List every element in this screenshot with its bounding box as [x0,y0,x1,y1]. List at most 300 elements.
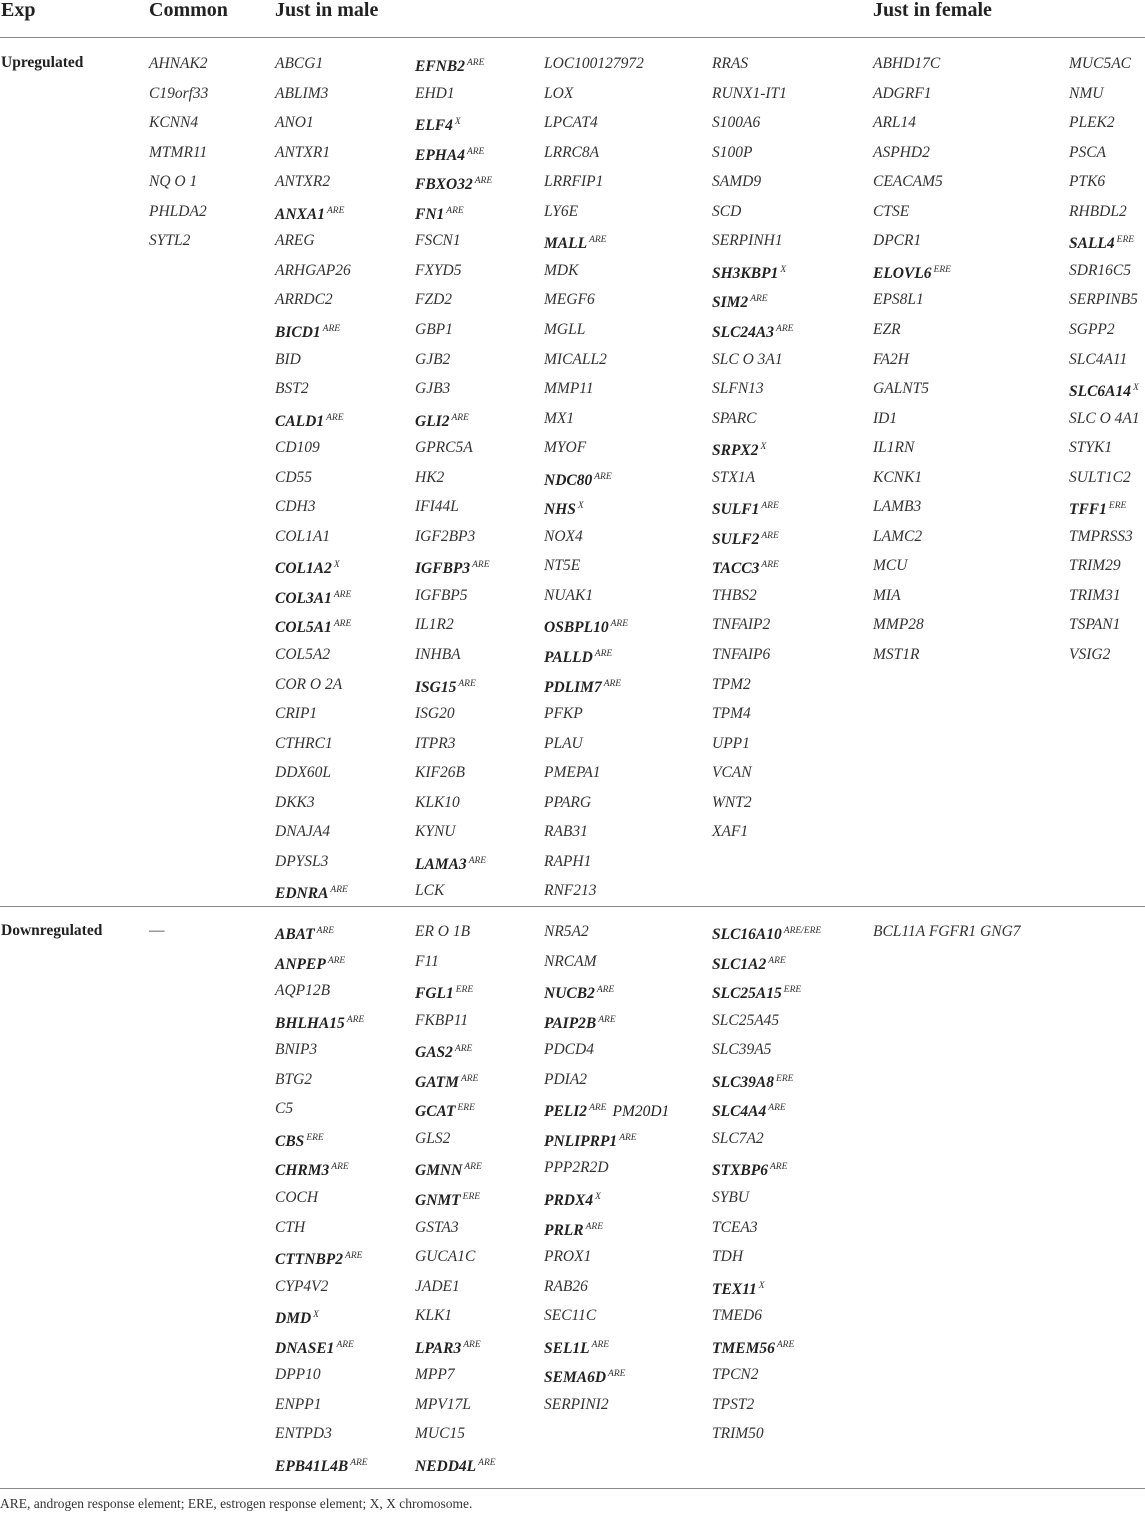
response-element-tag: ERE [455,985,474,996]
gene-symbol: TACC3 [712,560,760,578]
gene-cell [1069,345,1127,375]
gene-cell [544,167,603,197]
gene-cell [275,404,344,434]
gene-cell [275,79,328,109]
response-element-tag: ARE [346,1014,365,1025]
gene-symbol: PFKP [544,705,583,723]
gene-symbol: ASPHD2 [873,143,930,161]
gene-symbol: PRDX4 [544,1191,594,1209]
response-element-tag: ARE [316,926,335,936]
gene-symbol: GATM [415,1073,459,1091]
gene-symbol: SIM2 [712,294,749,312]
gene-symbol: NT5E [544,557,581,575]
gene-cell [415,1035,472,1065]
gene-symbol: PDLIM7 [544,678,602,696]
gene-cell [275,433,320,463]
gene-symbol: KYNU [415,823,456,841]
gene-symbol: S100P [712,143,753,161]
gene-symbol: RHBDL2 [1069,202,1127,220]
gene-cell [275,256,351,286]
response-element-tag: ARE [750,294,768,305]
response-element-tag: ARE [454,1044,473,1055]
gene-cell [544,917,589,947]
response-element-tag: ERE [783,985,802,996]
gene-symbol: MIA [873,586,901,604]
gene-cell [275,1183,318,1213]
gene-cell [415,581,468,611]
gene-cell [275,285,333,315]
gene-cell [712,610,770,640]
gene-cell [1069,463,1131,493]
gene-cell [712,1272,765,1302]
gene-cell [712,315,793,345]
gene-cell [415,404,469,434]
gene-cell [415,1006,468,1036]
gene-symbol: GJB3 [415,380,451,398]
gene-cell [544,1242,591,1272]
gene-cell [544,138,599,168]
gene-symbol: MUC15 [415,1425,465,1443]
response-element-tag: ARE [768,1103,786,1114]
gene-symbol: SLC4A4 [712,1103,767,1121]
gene-cell [415,256,462,286]
gene-symbol: CEACAM5 [873,173,943,191]
gene-symbol: TPM4 [712,705,751,723]
gene-cell [544,729,583,759]
gene-cell [415,1301,452,1331]
gene-cell [1069,138,1106,168]
gene-cell [712,976,801,1006]
gene-cell [712,1124,764,1154]
gene-symbol: PLAU [544,734,583,752]
gene-symbol: TPM2 [712,675,751,693]
gene-cell [873,404,897,434]
gene-cell [712,226,783,256]
gene-symbol: NDC80 [544,471,593,489]
gene-symbol: CTSE [873,202,910,220]
gene-symbol: BID [275,350,301,368]
gene-cell [712,1035,771,1065]
gene-cell [712,1006,779,1036]
gene-symbol: DPYSL3 [275,852,329,870]
response-element-tag: ARE [761,501,779,512]
gene-symbol: GALNT5 [873,380,929,398]
gene-cell [544,522,583,552]
gene-cell [873,167,943,197]
gene-cell [544,374,594,404]
gene-symbol: SLC7A2 [712,1129,764,1147]
gene-cell [1069,226,1134,256]
gene-cell [275,817,330,847]
gene-cell [415,1242,475,1272]
gene-cell [275,315,340,345]
gene-cell [544,1213,603,1243]
response-element-tag: ARE [466,146,485,157]
response-element-tag: ARE [327,955,346,966]
gene-symbol: INHBA [415,646,461,663]
gene-cell [275,610,351,640]
response-element-tag: ARE [460,1073,479,1084]
gene-symbol: MICALL2 [544,350,607,368]
gene-symbol: LAMA3 [415,855,467,873]
gene-symbol: LOC100127972 [544,55,644,72]
response-element-tag: ERE [457,1103,475,1114]
gene-symbol: SLC25A15 [712,985,782,1003]
gene-cell [873,433,914,463]
gene-cell [873,374,929,404]
response-element-tag: ARE [594,649,613,659]
response-element-tag: ARE [478,1457,496,1468]
gene-cell [415,345,450,375]
gene-cell [544,1272,588,1302]
gene-cell [712,522,779,552]
gene-symbol: ANPEP [275,955,326,973]
gene-symbol: VCAN [712,764,752,782]
gene-symbol: LRRFIP1 [544,173,604,191]
table-footnote: ARE, androgen response element; ERE, estrogen response element; X, X chromosome. [0,1496,473,1511]
response-element-tag: ERE [933,264,951,275]
gene-symbol: KLK1 [415,1307,453,1325]
gene-symbol: SCD [712,202,742,220]
gene-symbol: TNFAIP2 [712,616,771,634]
downregulated-common-empty: — [149,922,165,939]
gene-cell [544,976,614,1006]
gene-cell [712,1331,794,1361]
common-gene-cell: KCNN4 [149,114,199,132]
response-element-tag: ARE [336,1339,354,1350]
gene-symbol: AQP12B [275,982,331,1000]
response-element-tag: ARE [451,412,469,423]
gene-symbol: FN1 [415,205,445,223]
gene-cell [544,315,585,345]
gene-cell [275,345,301,375]
gene-symbol: SULF2 [712,530,760,548]
response-element-tag: X [313,1310,319,1321]
gene-cell [275,1124,324,1154]
gene-cell [415,79,455,109]
gene-cell [544,1153,609,1183]
gene-cell [1069,49,1131,79]
gene-cell [712,581,757,611]
gene-symbol: SERPINB5 [1069,291,1138,309]
gene-symbol: MX1 [544,409,575,427]
response-element-tag: ARE [776,1339,795,1350]
gene-symbol: NOX4 [544,527,583,545]
gene-cell [544,581,593,611]
gene-cell [873,463,922,493]
gene-symbol: IGF2BP3 [415,527,476,545]
gene-cell [712,49,748,79]
gene-symbol: MYOF [544,439,587,457]
gene-cell [275,463,312,493]
gene-cell [873,551,907,581]
gene-cell [544,817,588,847]
gene-cell [712,1360,759,1390]
gene-symbol: LY6E [544,202,579,220]
gene-symbol: CD55 [275,468,313,486]
gene-symbol: IGFBP3 [415,560,471,578]
gene-symbol: DPCR1 [873,232,922,250]
gene-cell [275,1449,368,1479]
gene-symbol: WNT2 [712,793,752,811]
gene-cell [415,433,473,463]
gene-cell [712,1183,749,1213]
gene-symbol: EHD1 [415,84,455,102]
gene-cell [712,138,752,168]
gene-symbol: LCK [415,882,445,900]
gene-symbol: TRIM29 [1069,557,1121,575]
gene-cell [415,670,476,700]
gene-symbol: ER O 1B [415,923,471,940]
gene-cell [275,788,315,818]
gene-cell [275,138,330,168]
gene-symbol: FGL1 [415,985,454,1003]
gene-symbol: MEGF6 [544,291,595,309]
gene-symbol: MMP11 [544,380,594,398]
gene-symbol: NR5A2 [544,923,589,940]
gene-cell [415,315,453,345]
response-element-tag: ARE [330,885,348,896]
gene-symbol: TPST2 [712,1395,755,1413]
gene-symbol: SLFN13 [712,380,764,398]
gene-cell [1069,522,1133,552]
gene-symbol: MMP28 [873,616,924,634]
gene-cell [873,79,932,109]
gene-cell [415,1183,480,1213]
gene-symbol: ELOVL6 [873,264,932,282]
gene-symbol: SLC1A2 [712,955,767,973]
response-element-tag: X [780,264,787,275]
gene-symbol: COL5A2 [275,646,331,663]
gene-symbol: FSCN1 [415,232,461,250]
response-element-tag: ARE [761,560,779,571]
gene-cell [544,1094,669,1124]
gene-symbol: LRRC8A [544,143,600,161]
gene-cell [1069,640,1110,670]
gene-cell [544,847,591,877]
gene-symbol: GJB2 [415,350,451,368]
gene-cell [544,463,612,493]
gene-symbol: FA2H [873,350,909,368]
common-gene-cell: PHLDA2 [149,202,207,220]
gene-symbol: MST1R [873,646,920,663]
response-element-tag: ARE [596,985,615,996]
gene-symbol: EPS8L1 [873,291,924,309]
gene-cell [544,404,574,434]
gene-symbol: JADE1 [415,1277,460,1295]
gene-symbol: NUCB2 [544,985,595,1003]
gene-symbol: ARL14 [873,114,917,132]
gene-symbol: PSCA [1069,143,1107,161]
gene-cell [275,167,330,197]
gene-cell [415,522,475,552]
gene-symbol: MGLL [544,320,586,338]
gene-cell [275,758,331,788]
gene-cell [544,345,607,375]
gene-symbol: IL1R2 [415,616,454,634]
gene-symbol: ANXA1 [275,205,325,223]
response-element-tag: ARE [333,589,352,600]
gene-cell [275,1065,312,1095]
gene-symbol: ENPP1 [275,1395,322,1413]
gene-cell [544,610,628,640]
gene-cell [712,492,779,522]
gene-cell [415,1094,475,1124]
gene-cell [275,1242,362,1272]
gene-symbol: TDH [712,1248,744,1266]
gene-symbol: TRIM31 [1069,586,1121,604]
gene-symbol: NUAK1 [544,586,594,604]
common-gene-cell: MTMR11 [149,143,208,161]
gene-cell [544,640,612,670]
gene-symbol: SEMA6D [544,1369,607,1387]
gene-cell [275,581,351,611]
gene-symbol: GLS2 [415,1129,451,1147]
gene-symbol: SLC39A5 [712,1041,772,1059]
gene-cell [544,492,584,522]
gene-symbol: XAF1 [712,823,749,841]
gene-cell [873,610,924,640]
gene-cell [415,947,439,977]
gene-cell [1069,581,1121,611]
gene-cell [1069,167,1105,197]
gene-symbol: PNLIPRP1 [544,1132,618,1150]
gene-cell [544,1035,594,1065]
response-element-tag: ARE [761,530,779,541]
gene-cell [275,729,333,759]
gene-symbol: ISG20 [415,705,455,723]
gene-cell [873,108,916,138]
gene-cell [275,49,323,79]
gene-symbol: SALL4 [1069,235,1115,253]
gene-symbol-extra: PM20D1 [612,1103,670,1121]
gene-cell [1069,492,1126,522]
gene-symbol: PROX1 [544,1248,592,1266]
gene-cell [712,1153,787,1183]
gene-symbol: CTHRC1 [275,734,333,752]
gene-cell [275,917,334,947]
gene-cell [1069,79,1103,109]
common-gene-cell: AHNAK2 [149,55,208,72]
gene-cell [415,610,454,640]
gene-cell [712,463,755,493]
gene-cell [544,49,644,79]
gene-symbol: CTH [275,1218,306,1236]
gene-cell [873,138,930,168]
gene-cell [415,729,455,759]
gene-cell [275,1331,354,1361]
response-element-tag: ARE [594,471,612,482]
gene-symbol: SLC16A10 [712,926,782,943]
gene-symbol: STX1A [712,468,756,486]
gene-cell [712,699,751,729]
gene-cell [275,522,330,552]
gene-symbol: PPARG [544,793,592,811]
response-element-tag: ARE [466,58,485,68]
gene-symbol: ABLIM3 [275,84,329,102]
gene-cell [415,167,492,197]
header-just-in-male: Just in male [275,0,379,21]
gene-cell [415,1360,455,1390]
gene-symbol: ABCG1 [275,55,324,72]
gene-symbol: NRCAM [544,952,597,970]
gene-symbol: S100A6 [712,114,761,132]
gene-symbol: SRPX2 [712,442,759,460]
gene-symbol: BTG2 [275,1070,313,1088]
gene-symbol: LPAR3 [415,1339,462,1357]
response-element-tag: ARE [603,678,622,689]
gene-symbol: EPHA4 [415,146,465,164]
gene-symbol: ELF4 [415,117,453,135]
gene-symbol: GLI2 [415,412,450,430]
gene-symbol: RRAS [712,55,749,72]
response-element-tag: ARE [589,1103,607,1114]
gene-symbol: NMU [1069,84,1104,102]
gene-cell [712,670,751,700]
gene-cell [1069,315,1115,345]
gene-symbol: RNF213 [544,882,597,900]
downregulated-female-genes: BCL11A FGFR1 GNG7 [873,923,1021,940]
gene-cell [712,197,741,227]
gene-symbol: ANTXR1 [275,143,331,161]
response-element-tag: ARE [331,1162,349,1173]
gene-symbol: TMED6 [712,1307,762,1325]
gene-symbol: PAIP2B [544,1014,597,1032]
gene-symbol: DNASE1 [275,1339,335,1357]
gene-symbol: DMD [275,1310,312,1328]
gene-symbol: LPCAT4 [544,114,598,132]
gene-symbol: MPV17L [415,1395,471,1413]
gene-symbol: GPRC5A [415,439,473,457]
gene-cell [275,640,330,670]
gene-cell [873,226,921,256]
gene-cell [544,758,601,788]
gene-symbol: KLK10 [415,793,460,811]
response-element-tag: ARE [585,1221,604,1232]
gene-cell [712,1213,758,1243]
gene-cell [712,1390,754,1420]
gene-cell [712,1242,743,1272]
gene-cell [1069,197,1127,227]
gene-symbol: NHS [544,501,576,519]
gene-symbol: SYBU [712,1188,750,1206]
gene-symbol: TEX11 [712,1280,757,1298]
gene-cell [544,1360,625,1390]
gene-symbol: MPP7 [415,1366,455,1384]
gene-cell [712,1301,762,1331]
gene-symbol: MALL [544,235,588,253]
response-element-tag: ARE [768,955,786,966]
gene-symbol: ARRDC2 [275,291,333,309]
gene-symbol: KCNK1 [873,468,923,486]
response-element-tag: X [577,501,584,512]
gene-cell [415,917,470,947]
gene-symbol: TNFAIP6 [712,646,771,663]
gene-cell [415,788,460,818]
gene-cell [544,1301,596,1331]
gene-symbol: MUC5AC [1069,55,1131,72]
gene-cell [415,1449,496,1479]
response-element-tag: X [454,117,461,128]
gene-symbol: SEL1L [544,1339,590,1357]
gene-cell [275,1094,293,1124]
gene-symbol: GCAT [415,1103,456,1121]
response-element-tag: ARE [474,176,493,187]
gene-symbol: GUCA1C [415,1248,476,1266]
gene-cell [712,285,768,315]
gene-cell [873,315,901,345]
gene-cell [415,138,484,168]
